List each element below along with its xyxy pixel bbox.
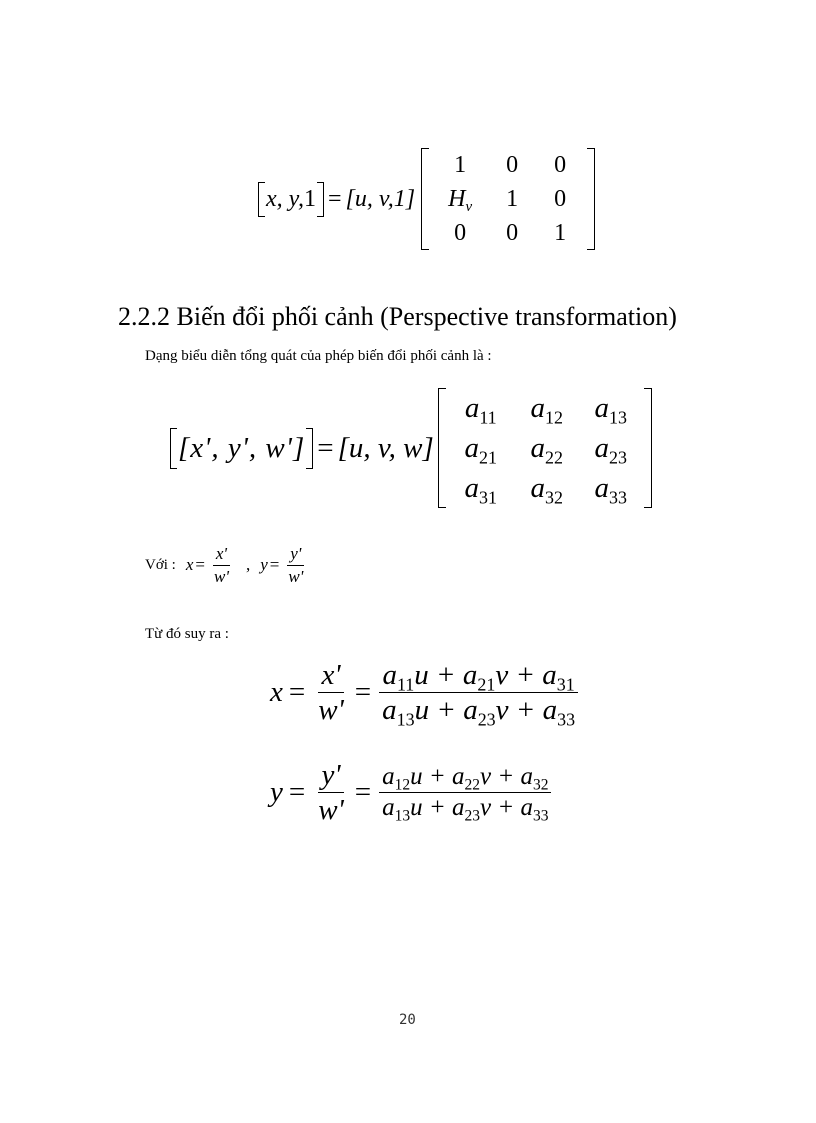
- result-x-eq1: =: [288, 676, 306, 709]
- shear-matrix: [421, 148, 595, 250]
- shear-equals: =: [327, 185, 342, 212]
- shear-m31: 0: [454, 219, 467, 246]
- pm-a33: $a_{33}$: [594, 471, 627, 507]
- perspective-rhs-vector: [u, v, w]: [337, 431, 434, 464]
- with-x-var: x: [185, 555, 194, 575]
- shear-m11: 1: [454, 151, 467, 178]
- result-x-den: w': [318, 694, 344, 727]
- shear-m13: 0: [554, 151, 567, 178]
- with-y-den: w': [288, 566, 304, 586]
- pm-a22: $a_{22}$: [530, 431, 563, 467]
- result-x-var: x: [270, 676, 283, 709]
- result-y-rhs-den: $a_{13}u + a_{23}v + a_{33}$: [382, 794, 549, 825]
- result-y-num: y': [318, 760, 343, 793]
- section-number: 2.2.2: [118, 302, 170, 331]
- result-y-eq1: =: [288, 776, 306, 809]
- with-x-fraction: [211, 545, 232, 586]
- shear-h-sub: v: [465, 198, 473, 215]
- pm-a21: $a_{21}$: [464, 431, 497, 467]
- shear-m33: 1: [554, 219, 567, 246]
- perspective-equals: =: [317, 431, 334, 464]
- shear-lhs-render: x, y,1: [266, 185, 316, 212]
- result-x-frac1: [315, 660, 347, 726]
- shear-lhs: [258, 186, 324, 213]
- page-number: 20: [399, 1012, 416, 1028]
- with-y-fraction: [285, 545, 306, 586]
- result-x-rhs-num: $a_{11}u + a_{21}v + a_{31}$: [379, 660, 577, 693]
- intro-text: Dạng biểu diễn tổng quát của phép biến đổi phối cảnh là :: [145, 348, 492, 364]
- pm-a13: $a_{13}$: [594, 391, 627, 427]
- perspective-matrix: [438, 388, 652, 508]
- with-separator: ,: [245, 555, 251, 575]
- shear-rhs-vector: [u, v,1]: [345, 185, 416, 212]
- perspective-equation: [170, 388, 652, 508]
- with-label: Với :: [145, 556, 176, 573]
- result-x-eq2: =: [354, 676, 372, 709]
- shear-m32: 0: [506, 219, 519, 246]
- shear-m22: 1: [506, 185, 519, 212]
- result-y-rhs-num: $a_{12}u + a_{22}v + a_{32}$: [379, 764, 551, 793]
- derive-text: Từ đó suy ra :: [145, 626, 229, 642]
- result-x-num: x': [318, 660, 343, 693]
- pm-a31: $a_{31}$: [464, 471, 497, 507]
- pm-a23: $a_{23}$: [594, 431, 627, 467]
- shear-equation: [258, 148, 595, 250]
- shear-m23: 0: [554, 185, 567, 212]
- result-y-frac2: [379, 763, 551, 825]
- shear-m21: [433, 182, 487, 216]
- with-y-var: y: [260, 555, 268, 575]
- pm-a12: $a_{12}$: [530, 391, 563, 427]
- result-y-den: w': [318, 794, 344, 827]
- result-y-frac1: [315, 760, 347, 826]
- perspective-lhs: [x', y', w']: [170, 432, 313, 465]
- section-title: Biến đổi phối cảnh (Perspective transformation): [176, 302, 677, 331]
- with-line: [145, 545, 310, 586]
- with-y-equals: =: [269, 555, 280, 575]
- shear-m12: 0: [506, 151, 519, 178]
- section-heading: [118, 302, 677, 332]
- with-x-den: w': [214, 566, 229, 586]
- shear-h: H: [448, 185, 466, 212]
- result-y-equation: [270, 760, 555, 826]
- with-x-num: x': [213, 545, 230, 566]
- pm-a32: $a_{32}$: [530, 471, 563, 507]
- result-x-frac2: [379, 659, 578, 730]
- result-x-equation: [270, 659, 582, 730]
- result-y-var: y: [270, 776, 283, 809]
- result-x-rhs-den: $a_{13}u + a_{23}v + a_{33}$: [382, 694, 576, 730]
- pm-a11: $a_{11}$: [464, 391, 497, 427]
- result-y-eq2: =: [354, 776, 372, 809]
- with-x-equals: =: [195, 555, 205, 575]
- with-y-num: y': [287, 545, 304, 566]
